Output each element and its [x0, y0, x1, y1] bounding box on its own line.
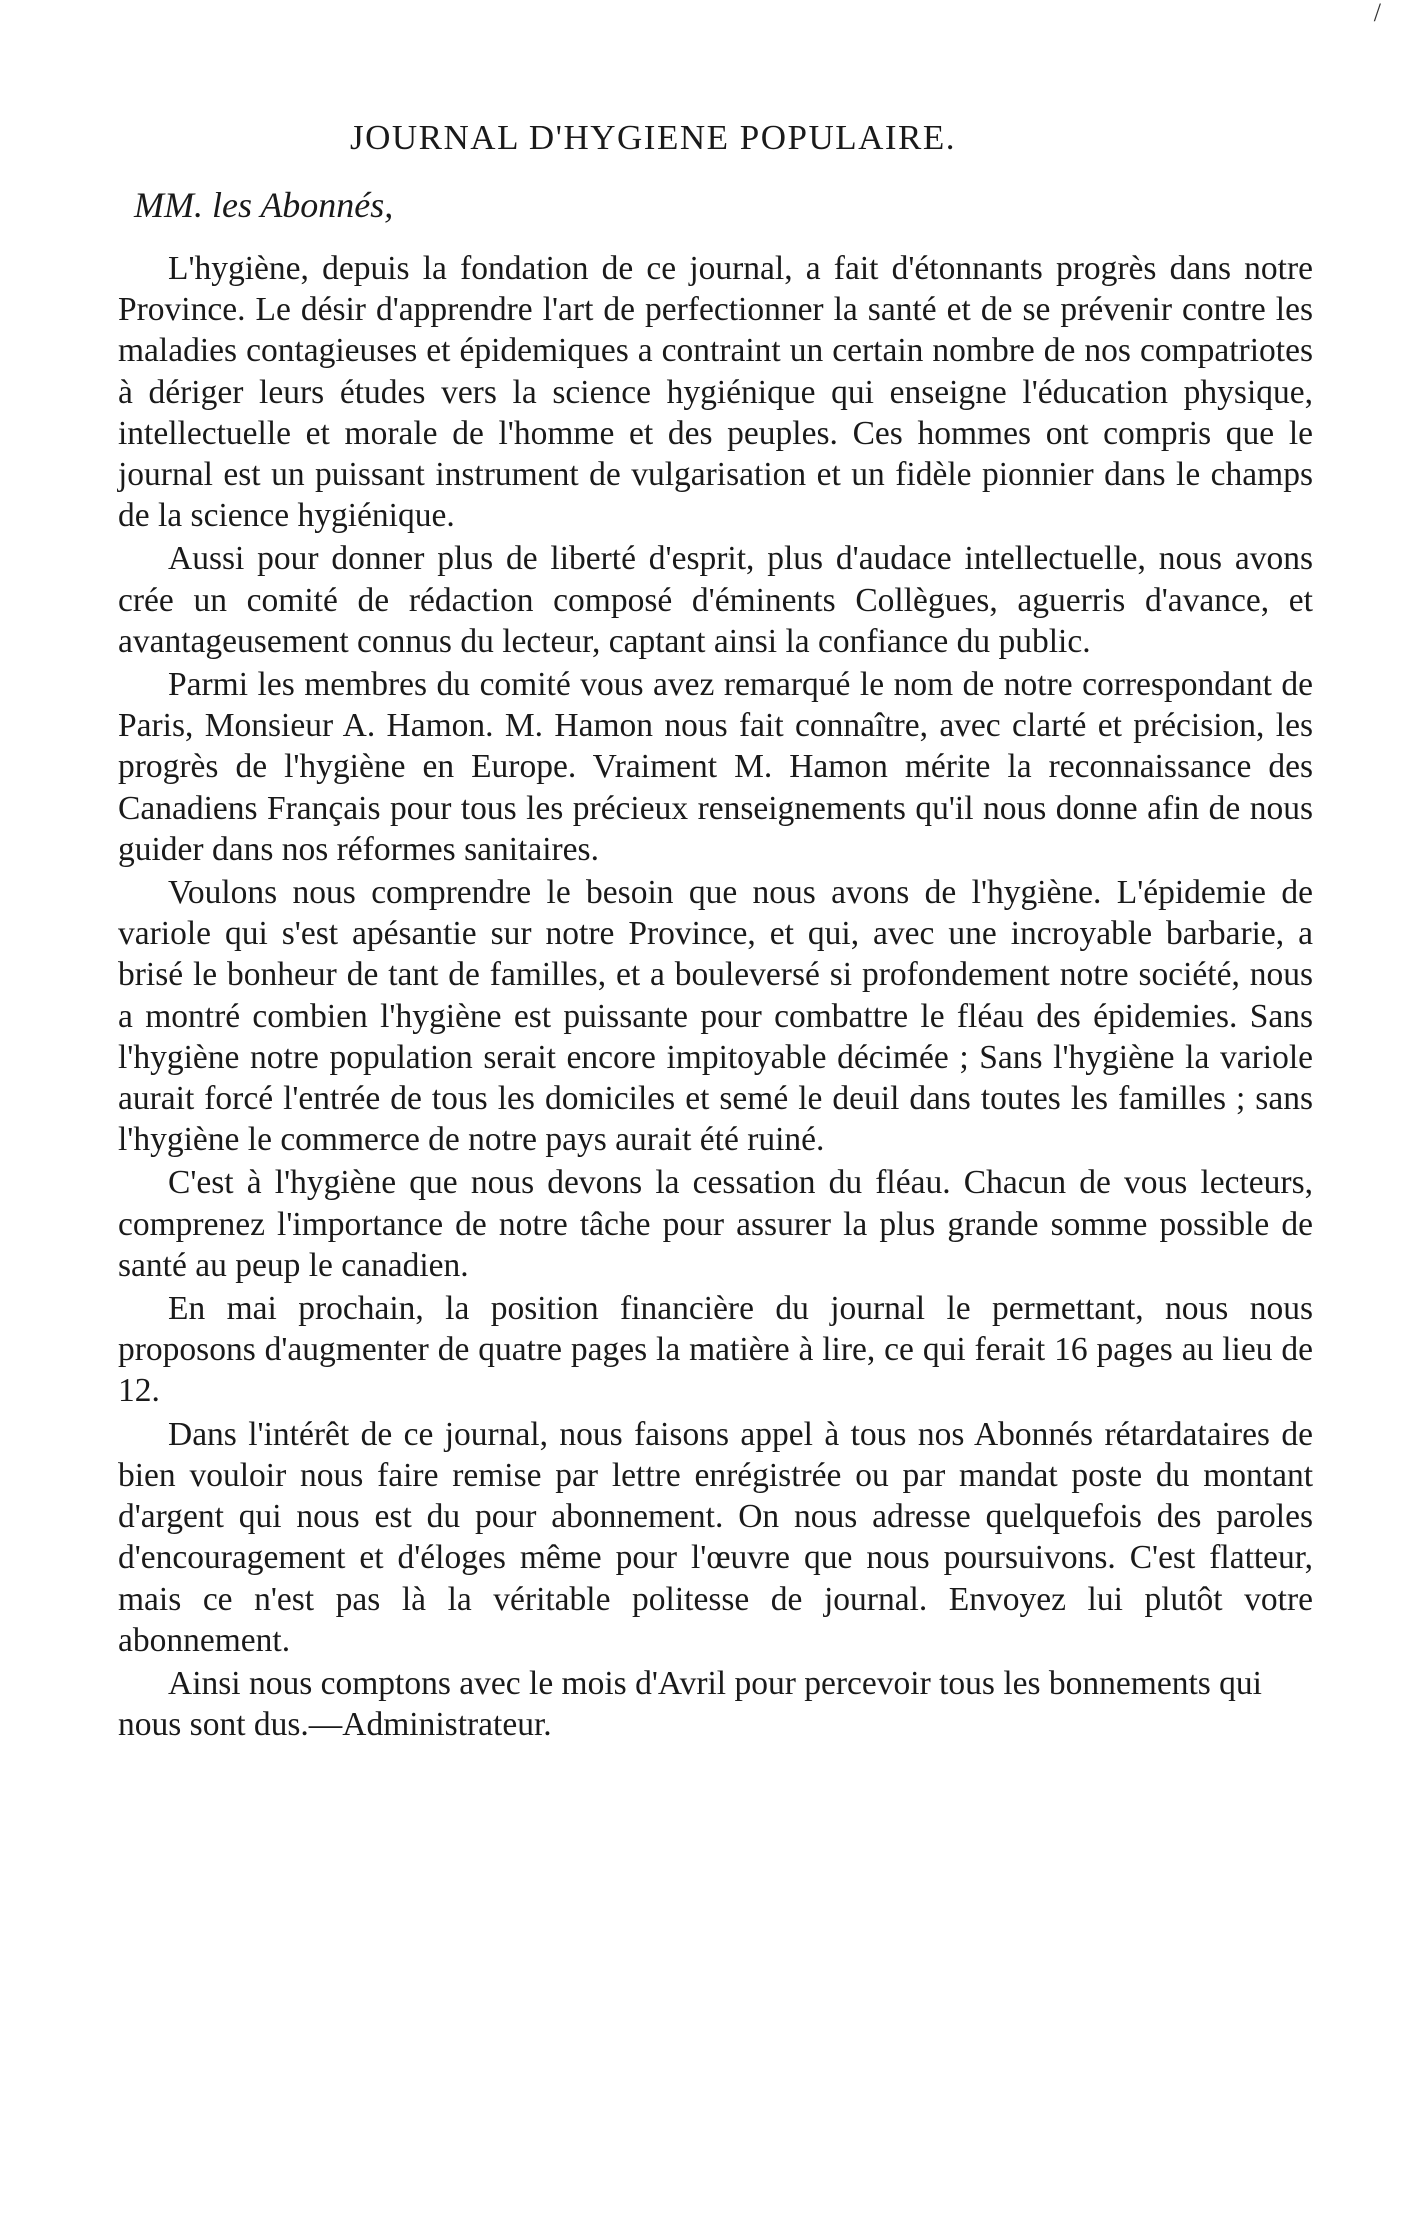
paragraph-editorial-committee: Aussi pour donner plus de liberté d'esprit, plus d'audace intellectuelle, nous avons crée un comité de rédaction composé d'éminents Collègues, aguerris d'avance, et avantageusement connus du lecteur, captant ainsi la confiance du public.	[118, 540, 1313, 660]
page-mark: /	[1373, 0, 1381, 27]
page-title: JOURNAL D'HYGIENE POPULAIRE.	[350, 118, 957, 157]
salutation: MM. les Abonnés,	[134, 185, 394, 225]
article-body	[118, 248, 1313, 1745]
paragraph-subscription-appeal: Dans l'intérêt de ce journal, nous faisons appel à tous nos Abonnés rétardataires de bien vouloir nous faire remise par lettre enrégistrée ou par mandat poste du montant d'argent qui nous est du pour abonnement. On nous adresse quelquefois des paroles d'encouragement et d'éloges même pour l'œuvre que nous poursuivons. C'est flatteur, mais ce n'est pas là la véritable politesse de journal. Envoyez lui plutôt votre abonnement.	[118, 1415, 1313, 1659]
paragraph-cessation: C'est à l'hygiène que nous devons la cessation du fléau. Chacun de vous lecteurs, comprenez l'importance de notre tâche pour assurer la plus grande somme possible de santé au peup le canadien.	[118, 1164, 1313, 1284]
paragraph-expansion: En mai prochain, la position financière du journal le permettant, nous nous proposons d'augmenter de quatre pages la matière à lire, ce qui ferait 16 pages au lieu de 12.	[118, 1290, 1313, 1410]
paragraph-closing: Ainsi nous comptons avec le mois d'Avril pour percevoir tous les bonnements qui nous sont dus.—Administrateur.	[118, 1664, 1262, 1744]
paragraph-smallpox-epidemic: Voulons nous comprendre le besoin que nous avons de l'hygiène. L'épidemie de variole qui s'est apésantie sur notre Province, et qui, avec une incroyable barbarie, a brisé le bonheur de tant de familles, et a bouleversé si profondement notre société, nous a montré combien l'hygiène est puissante pour combattre le fléau des épidemies. Sans l'hygiène notre population serait encore impitoyable décimée ; Sans l'hygiène la variole aurait forcé l'entrée de tous les domiciles et semé le deuil dans toutes les familles ; sans l'hygiène le commerce de notre pays aurait été ruiné.	[118, 874, 1313, 1159]
paragraph-paris-correspondent: Parmi les membres du comité vous avez remarqué le nom de notre correspondant de Paris, Monsieur A. Hamon. M. Hamon nous fait connaître, avec clarté et précision, les progrès de l'hygiène en Europe. Vraiment M. Hamon mérite la reconnaissance des Canadiens Français pour tous les précieux renseignements qu'il nous donne afin de nous guider dans nos réformes sanitaires.	[118, 666, 1313, 868]
paragraph-progress: L'hygiène, depuis la fondation de ce journal, a fait d'étonnants progrès dans notre Province. Le désir d'apprendre l'art de perfectionner la santé et de se prévenir contre les maladies contagieuses et épidemiques a contraint un certain nombre de nos compatriotes à dériger leurs études vers la science hygiénique qui enseigne l'éducation physique, intellectuelle et morale de l'homme et des peuples. Ces hommes ont compris que le journal est un puissant instrument de vulgarisation et un fidèle pionnier dans le champs de la science hygiénique.	[118, 250, 1313, 535]
